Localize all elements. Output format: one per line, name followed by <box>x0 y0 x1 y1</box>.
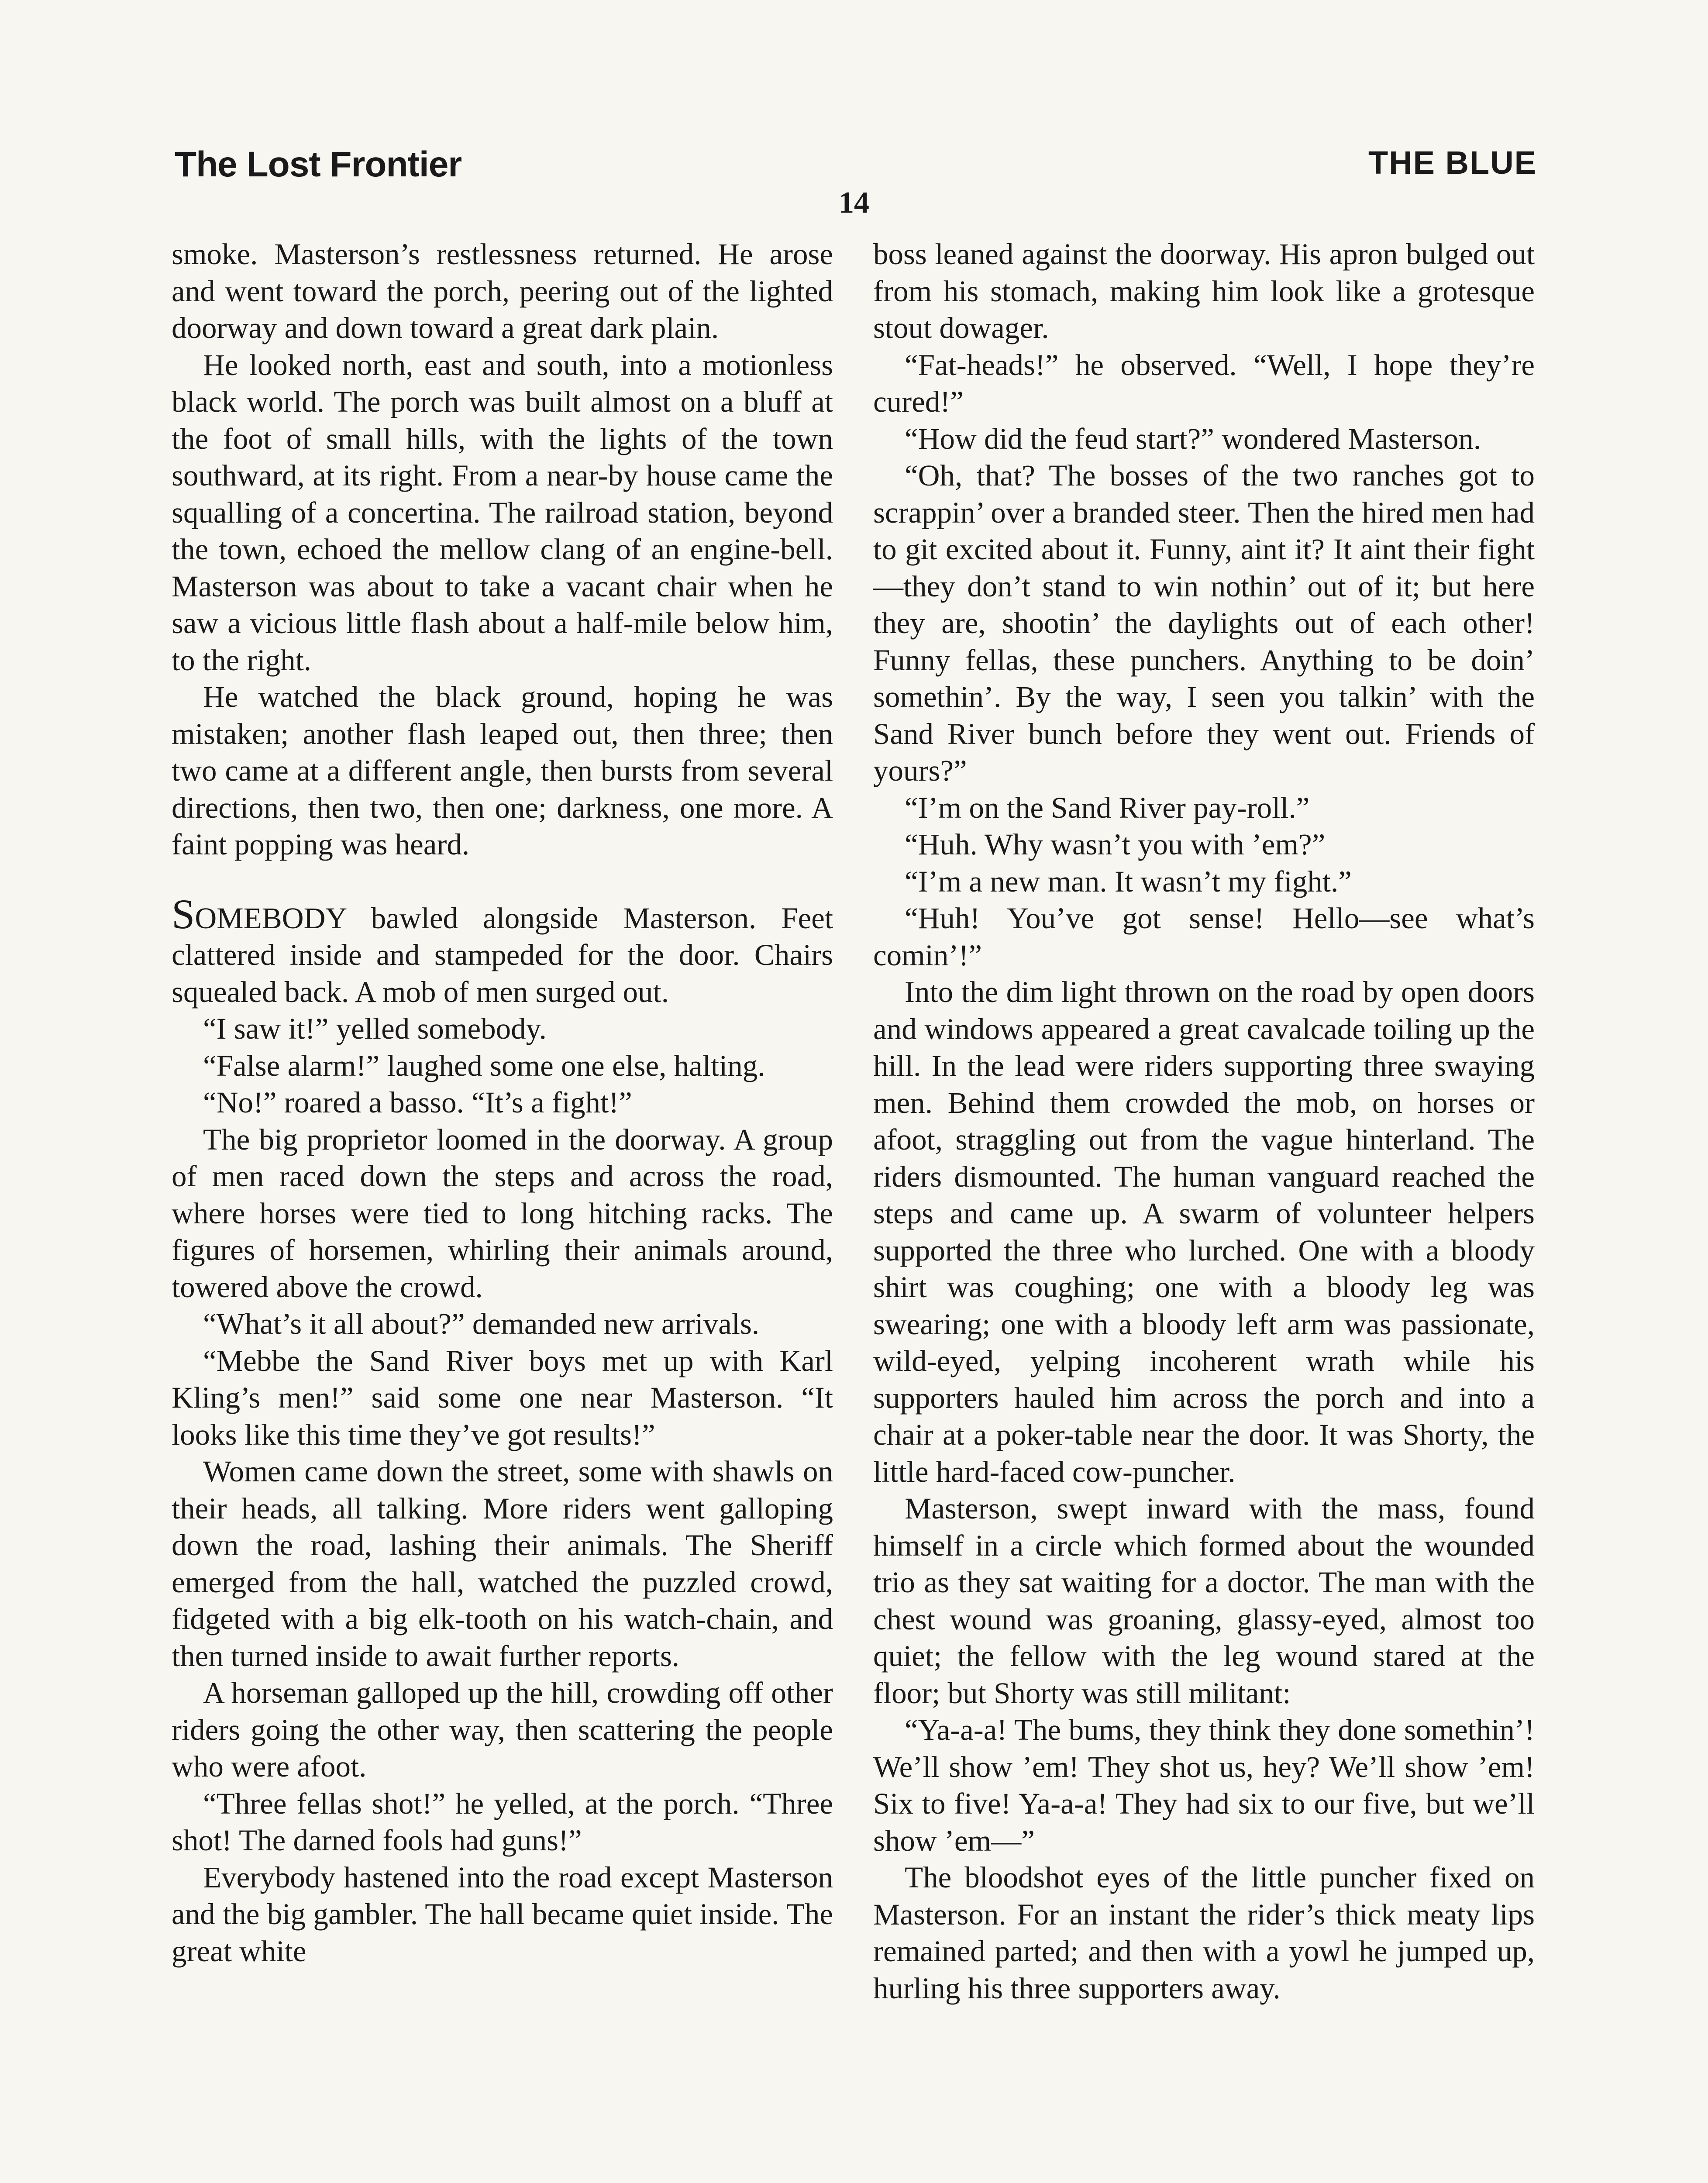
paragraph: “Three fellas shot!” he yelled, at the porch. “Three shot! The darned fools had guns!” <box>172 1787 833 1857</box>
paragraph: The bloodshot eyes of the little puncher fixed on Masterson. For an instant the rider’s thick meaty lips remained parted; and then with a yowl he jumped up, hurling his three supporters away. <box>873 1861 1535 2005</box>
paragraph: “No!” roared a basso. “It’s a fight!” <box>203 1086 632 1119</box>
paragraph: “I’m on the Sand River pay-roll.” <box>905 791 1310 824</box>
paragraph: Women came down the street, some with shawls on their heads, all talking. More riders went galloping down the road, lashing their animals. The Sheriff emerged from the hall, watched the puzzled crowd, fidgeted with a big elk-tooth on his watch-chain, and then turned inside to await further reports. <box>172 1455 833 1673</box>
paragraph: “I saw it!” yelled somebody. <box>203 1012 547 1045</box>
paragraph: boss leaned against the doorway. His apron bulged out from his stomach, making him look like a grotesque stout dowager. <box>873 238 1535 344</box>
paragraph: “Huh. Why wasn’t you with ’em?” <box>905 828 1326 861</box>
paragraph-text: OMEBODY bawled alongside Masterson. Feet clattered inside and stampeded for the door. Chairs squealed back. A mob of men surged out. <box>172 901 833 1009</box>
paragraph: “False alarm!” laughed some one else, halting. <box>203 1049 765 1082</box>
paragraph: Into the dim light thrown on the road by open doors and windows appeared a great cavalcade toiling up the hill. In the lead were riders supporting three swaying men. Behind them crowded the mob, on horses or afoot, straggling out from the vague hinterland. The riders dismounted. The human vanguard reached the steps and came up. A swarm of volunteer helpers supported the three who lurched. One with a bloody shirt was coughing; one with a bloody leg was swearing; one with a bloody left arm was passionate, wild-eyed, yelping incoherent wrath while his supporters hauled him across the porch and into a chair at a poker-table near the door. It was Shorty, the little hard-faced cow-puncher. <box>873 975 1535 1488</box>
paragraph: The big proprietor loomed in the doorway. A group of men raced down the steps and across the road, where horses were tied to long hitching racks. The figures of horsemen, whirling their animals around, towered above the crowd. <box>172 1122 833 1304</box>
paragraph: “Huh! You’ve got sense! Hello—see what’s comin’!” <box>873 902 1535 972</box>
paragraph: Everybody hastened into the road except Masterson and the big gambler. The hall became quiet inside. The great white <box>172 1860 833 1968</box>
left-column <box>172 236 833 1970</box>
paragraph: “I’m a new man. It wasn’t my fight.” <box>905 864 1352 898</box>
paragraph: Masterson, swept inward with the mass, found himself in a circle which formed about the wounded trio as they sat waiting for a doctor. The man with the chest wound was groaning, glassy-eyed, almost too quiet; the fellow with the leg wound stared at the floor; but Shorty was still militant: <box>873 1492 1535 1710</box>
paragraph: “Mebbe the Sand River boys met up with Karl Kling’s men!” said some one near Masterson. “It looks like this time they’ve got results!” <box>172 1344 833 1451</box>
paragraph: He looked north, east and south, into a motionless black world. The porch was built almost on a bluff at the foot of small hills, with the lights of the town southward, at its right. From a near-by house came the squalling of a concertina. The railroad station, beyond the town, echoed the mellow clang of an engine-bell. Masterson was about to take a vacant chair when he saw a vicious little flash about a half-mile below him, to the right. <box>172 348 833 677</box>
magazine-title: THE BLUE <box>1368 145 1537 181</box>
right-column <box>873 236 1535 2007</box>
page-number: 14 <box>839 186 869 220</box>
paragraph: A horseman galloped up the hill, crowding off other riders going the other way, then scattering the people who were afoot. <box>172 1676 833 1783</box>
paragraph: “Oh, that? The bosses of the two ranches got to scrappin’ over a branded steer. Then the hired men had to git excited about it. Funny, aint it? It aint their fight—they don’t stand to win nothin’ out of it; but here they are, shootin’ the daylights out of each other! Funny fellas, these punchers. Anything to be doin’ somethin’. By the way, I seen you talkin’ with the Sand River bunch before they went out. Friends of yours?” <box>873 459 1535 787</box>
paragraph: “Fat-heads!” he observed. “Well, I hope they’re cured!” <box>873 348 1535 418</box>
paragraph: He watched the black ground, hoping he was mistaken; another flash leaped out, then three; then two came at a different angle, then bursts from several directions, then two, then one; darkness, one more. A faint popping was heard. <box>172 680 833 861</box>
story-title: The Lost Frontier <box>175 145 462 184</box>
paragraph: “Ya-a-a! The bums, they think they done somethin’! We’ll show ’em! They shot us, hey? We’ll show ’em! Six to five! Ya-a-a! They had six to our five, but we’ll show ’em—” <box>873 1713 1535 1857</box>
paragraph: smoke. Masterson’s restlessness returned. He arose and went toward the porch, peering out of the lighted doorway and down toward a great dark plain. <box>172 238 833 344</box>
section-start-paragraph <box>172 890 833 1011</box>
paragraph: “What’s it all about?” demanded new arrivals. <box>203 1307 760 1340</box>
paragraph: “How did the feud start?” wondered Masterson. <box>905 422 1481 455</box>
drop-cap: S <box>172 890 195 937</box>
